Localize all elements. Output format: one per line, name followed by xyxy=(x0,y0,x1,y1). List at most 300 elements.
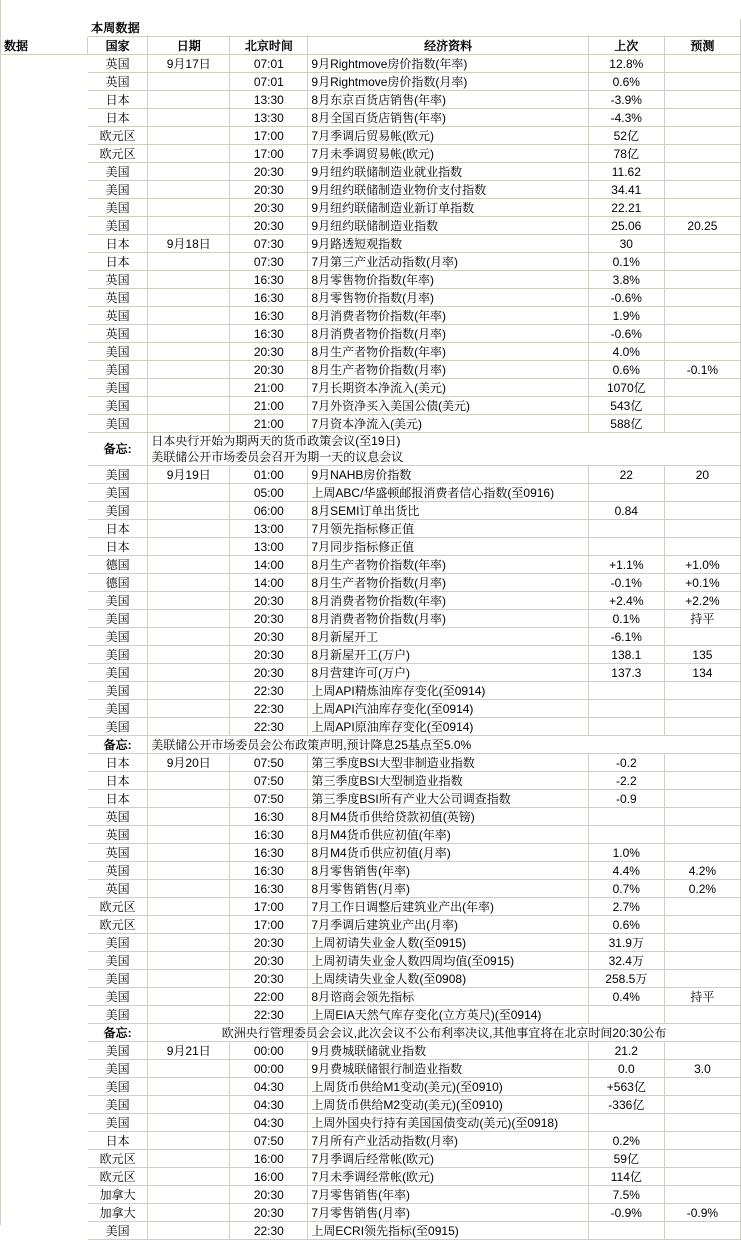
cell-event: 7月外资净买入美国公债(美元) xyxy=(308,397,588,415)
cell-country: 日本 xyxy=(88,790,148,808)
row-left-blank xyxy=(1,484,88,502)
cell-event: 7月第三产业活动指数(月率) xyxy=(308,253,588,271)
table-row xyxy=(1,1204,741,1222)
cell-forecast xyxy=(664,163,740,181)
memo-row xyxy=(1,1024,741,1042)
cell-country: 美国 xyxy=(88,397,148,415)
cell-date: 9月17日 xyxy=(148,55,230,73)
row-left-blank xyxy=(1,628,88,646)
cell-event: 上周ABC/华盛顿邮报消费者信心指数(至0916) xyxy=(308,484,588,502)
cell-previous: 1.0% xyxy=(588,844,664,862)
cell-date xyxy=(148,574,230,592)
cell-previous xyxy=(588,700,664,718)
cell-time: 22:00 xyxy=(230,988,308,1006)
cell-date xyxy=(148,1096,230,1114)
row-left-blank xyxy=(1,253,88,271)
table-row xyxy=(1,790,741,808)
cell-previous: 22 xyxy=(588,466,664,484)
cell-time: 04:30 xyxy=(230,1114,308,1132)
cell-forecast xyxy=(664,109,740,127)
cell-time: 20:30 xyxy=(230,646,308,664)
top-spacer-cell-5 xyxy=(308,1,588,19)
cell-previous xyxy=(588,1114,664,1132)
top-spacer-cell-4 xyxy=(230,1,308,19)
cell-time: 16:30 xyxy=(230,862,308,880)
memo-row xyxy=(1,736,741,754)
row-left-blank xyxy=(1,718,88,736)
cell-previous: -0.1% xyxy=(588,574,664,592)
cell-event: 9月Rightmove房价指数(月率) xyxy=(308,73,588,91)
cell-previous: -0.6% xyxy=(588,289,664,307)
cell-forecast xyxy=(664,1042,740,1060)
cell-time: 14:00 xyxy=(230,556,308,574)
cell-country: 日本 xyxy=(88,520,148,538)
column-header-forecast: 预测 xyxy=(664,37,740,55)
cell-previous xyxy=(588,826,664,844)
column-header-time: 北京时间 xyxy=(230,37,308,55)
cell-time: 21:00 xyxy=(230,415,308,433)
table-row xyxy=(1,397,741,415)
table-row xyxy=(1,988,741,1006)
cell-event: 8月新屋开工(万户) xyxy=(308,646,588,664)
cell-forecast: -0.9% xyxy=(664,1204,740,1222)
title-left-blank xyxy=(1,19,88,37)
cell-event: 上周EIA天然气库存变化(立方英尺)(至0914) xyxy=(308,1006,588,1024)
table-row xyxy=(1,1042,741,1060)
cell-event: 8月生产者物价指数(月率) xyxy=(308,361,588,379)
cell-forecast: 持平 xyxy=(664,610,740,628)
cell-country: 加拿大 xyxy=(88,1186,148,1204)
cell-date xyxy=(148,361,230,379)
cell-forecast: -0.1% xyxy=(664,361,740,379)
memo-row-left-blank xyxy=(1,1024,88,1042)
cell-date xyxy=(148,790,230,808)
cell-previous: -336亿 xyxy=(588,1096,664,1114)
cell-date: 9月19日 xyxy=(148,466,230,484)
row-left-blank xyxy=(1,307,88,325)
header-row xyxy=(1,37,741,55)
table-row xyxy=(1,109,741,127)
cell-forecast xyxy=(664,484,740,502)
cell-forecast: 0.2% xyxy=(664,880,740,898)
table-row xyxy=(1,343,741,361)
cell-country: 德国 xyxy=(88,556,148,574)
cell-time: 20:30 xyxy=(230,199,308,217)
cell-time: 16:30 xyxy=(230,289,308,307)
cell-country: 美国 xyxy=(88,199,148,217)
row-left-blank xyxy=(1,361,88,379)
table-row xyxy=(1,91,741,109)
column-header-previous: 上次 xyxy=(588,37,664,55)
table-row xyxy=(1,862,741,880)
row-left-blank xyxy=(1,700,88,718)
cell-previous: 22.21 xyxy=(588,199,664,217)
cell-event: 9月纽约联储制造业物价支付指数 xyxy=(308,181,588,199)
cell-country: 美国 xyxy=(88,163,148,181)
cell-previous: 0.2% xyxy=(588,1132,664,1150)
cell-time: 13:30 xyxy=(230,109,308,127)
row-left-blank xyxy=(1,1078,88,1096)
cell-country: 美国 xyxy=(88,217,148,235)
memo-line: 欧洲央行管理委员会会议,此次会议不公布利率决议,其他事宜将在北京时间20:30公布 xyxy=(221,1025,667,1040)
cell-forecast xyxy=(664,898,740,916)
cell-forecast xyxy=(664,790,740,808)
table-row xyxy=(1,898,741,916)
table-row xyxy=(1,808,741,826)
cell-date xyxy=(148,289,230,307)
cell-country: 美国 xyxy=(88,988,148,1006)
cell-date xyxy=(148,520,230,538)
cell-country: 美国 xyxy=(88,484,148,502)
cell-forecast xyxy=(664,73,740,91)
sheet-title: 本周数据 xyxy=(88,19,741,37)
cell-country: 美国 xyxy=(88,970,148,988)
cell-country: 美国 xyxy=(88,934,148,952)
cell-event: 7月季调后建筑业产出(月率) xyxy=(308,916,588,934)
memo-line: 美联储公开市场委员会公布政策声明,预计降息25基点至5.0% xyxy=(151,737,472,752)
cell-date xyxy=(148,592,230,610)
cell-event: 8月消费者物价指数(年率) xyxy=(308,307,588,325)
cell-forecast: 134 xyxy=(664,664,740,682)
column-header-date: 日期 xyxy=(148,37,230,55)
memo-row-left-blank xyxy=(1,736,88,754)
cell-time: 00:00 xyxy=(230,1060,308,1078)
column-header-data: 数据 xyxy=(1,37,88,55)
cell-forecast xyxy=(664,199,740,217)
cell-time: 04:30 xyxy=(230,1078,308,1096)
cell-time: 20:30 xyxy=(230,217,308,235)
table-row xyxy=(1,1078,741,1096)
cell-country: 美国 xyxy=(88,415,148,433)
row-left-blank xyxy=(1,574,88,592)
cell-time: 20:30 xyxy=(230,952,308,970)
cell-date xyxy=(148,862,230,880)
cell-country: 日本 xyxy=(88,91,148,109)
row-left-blank xyxy=(1,217,88,235)
table-row xyxy=(1,1006,741,1024)
cell-forecast: 持平 xyxy=(664,988,740,1006)
table-row xyxy=(1,574,741,592)
cell-country: 美国 xyxy=(88,628,148,646)
cell-date xyxy=(148,397,230,415)
table-row xyxy=(1,325,741,343)
cell-previous: +1.1% xyxy=(588,556,664,574)
cell-previous: 114亿 xyxy=(588,1168,664,1186)
cell-event: 9月NAHB房价指数 xyxy=(308,466,588,484)
cell-country: 欧元区 xyxy=(88,127,148,145)
cell-country: 英国 xyxy=(88,808,148,826)
row-left-blank xyxy=(1,109,88,127)
cell-date: 9月21日 xyxy=(148,1042,230,1060)
cell-date xyxy=(148,127,230,145)
table-row xyxy=(1,844,741,862)
cell-country: 美国 xyxy=(88,1114,148,1132)
row-left-blank xyxy=(1,772,88,790)
cell-previous: 543亿 xyxy=(588,397,664,415)
cell-previous: 1070亿 xyxy=(588,379,664,397)
cell-country: 欧元区 xyxy=(88,1168,148,1186)
cell-date xyxy=(148,934,230,952)
cell-previous: 31.9万 xyxy=(588,934,664,952)
cell-event: 7月长期资本净流入(美元) xyxy=(308,379,588,397)
cell-country: 美国 xyxy=(88,1222,148,1240)
cell-country: 美国 xyxy=(88,718,148,736)
cell-previous: +2.4% xyxy=(588,592,664,610)
cell-forecast xyxy=(664,754,740,772)
table-row xyxy=(1,307,741,325)
row-left-blank xyxy=(1,682,88,700)
cell-time: 21:00 xyxy=(230,379,308,397)
cell-forecast xyxy=(664,952,740,970)
memo-label: 备忘: xyxy=(88,736,148,754)
cell-time: 22:30 xyxy=(230,682,308,700)
cell-date xyxy=(148,253,230,271)
row-left-blank xyxy=(1,808,88,826)
cell-event: 9月Rightmove房价指数(年率) xyxy=(308,55,588,73)
row-left-blank xyxy=(1,91,88,109)
cell-date xyxy=(148,181,230,199)
cell-event: 7月季调后贸易帐(欧元) xyxy=(308,127,588,145)
row-left-blank xyxy=(1,916,88,934)
row-left-blank xyxy=(1,1042,88,1060)
cell-forecast xyxy=(664,970,740,988)
cell-previous: 32.4万 xyxy=(588,952,664,970)
table-row xyxy=(1,127,741,145)
table-row xyxy=(1,610,741,628)
cell-time: 20:30 xyxy=(230,664,308,682)
cell-forecast: 135 xyxy=(664,646,740,664)
cell-time: 17:00 xyxy=(230,898,308,916)
cell-country: 美国 xyxy=(88,1078,148,1096)
table-row xyxy=(1,700,741,718)
cell-country: 美国 xyxy=(88,1060,148,1078)
cell-time: 16:30 xyxy=(230,325,308,343)
cell-event: 8月消费者物价指数(年率) xyxy=(308,592,588,610)
cell-previous: -0.6% xyxy=(588,325,664,343)
cell-date xyxy=(148,844,230,862)
cell-previous: 4.0% xyxy=(588,343,664,361)
cell-event: 上周API原油库存变化(至0914) xyxy=(308,718,588,736)
cell-previous: 30 xyxy=(588,235,664,253)
row-left-blank xyxy=(1,325,88,343)
cell-country: 英国 xyxy=(88,844,148,862)
table-row xyxy=(1,646,741,664)
cell-country: 英国 xyxy=(88,73,148,91)
cell-previous: 137.3 xyxy=(588,664,664,682)
cell-previous: 0.84 xyxy=(588,502,664,520)
cell-date xyxy=(148,682,230,700)
cell-event: 上周外国央行持有美国国债变动(美元)(至0918) xyxy=(308,1114,588,1132)
cell-forecast xyxy=(664,844,740,862)
cell-previous: 78亿 xyxy=(588,145,664,163)
cell-previous: 25.06 xyxy=(588,217,664,235)
cell-event: 第三季度BSI大型非制造业指数 xyxy=(308,754,588,772)
table-row xyxy=(1,163,741,181)
cell-forecast xyxy=(664,772,740,790)
cell-time: 04:30 xyxy=(230,1096,308,1114)
table-row xyxy=(1,145,741,163)
cell-country: 日本 xyxy=(88,772,148,790)
cell-forecast xyxy=(664,235,740,253)
cell-date xyxy=(148,1186,230,1204)
cell-date xyxy=(148,538,230,556)
row-left-blank xyxy=(1,73,88,91)
cell-forecast xyxy=(664,397,740,415)
cell-event: 8月零售销售(月率) xyxy=(308,880,588,898)
cell-previous: -3.9% xyxy=(588,91,664,109)
cell-previous xyxy=(588,808,664,826)
cell-country: 美国 xyxy=(88,700,148,718)
cell-date xyxy=(148,808,230,826)
cell-forecast xyxy=(664,1168,740,1186)
row-left-blank xyxy=(1,826,88,844)
cell-date xyxy=(148,145,230,163)
cell-country: 日本 xyxy=(88,1132,148,1150)
cell-event: 8月M4货币供应初值(年率) xyxy=(308,826,588,844)
cell-forecast xyxy=(664,628,740,646)
cell-forecast xyxy=(664,1114,740,1132)
cell-time: 20:30 xyxy=(230,610,308,628)
cell-forecast xyxy=(664,1150,740,1168)
cell-event: 8月M4货币供应初值(月率) xyxy=(308,844,588,862)
cell-date xyxy=(148,700,230,718)
table-row xyxy=(1,556,741,574)
cell-event: 9月纽约联储制造业指数 xyxy=(308,217,588,235)
cell-time: 20:30 xyxy=(230,1204,308,1222)
cell-date xyxy=(148,718,230,736)
title-row xyxy=(1,19,741,37)
row-left-blank xyxy=(1,988,88,1006)
cell-country: 美国 xyxy=(88,646,148,664)
row-left-blank xyxy=(1,397,88,415)
cell-forecast xyxy=(664,271,740,289)
cell-date xyxy=(148,1150,230,1168)
cell-country: 美国 xyxy=(88,952,148,970)
row-left-blank xyxy=(1,163,88,181)
table-row xyxy=(1,628,741,646)
cell-previous: 258.5万 xyxy=(588,970,664,988)
table-row xyxy=(1,682,741,700)
top-spacer-cell-6 xyxy=(588,1,664,19)
cell-forecast: 3.0 xyxy=(664,1060,740,1078)
cell-date xyxy=(148,199,230,217)
cell-time: 22:30 xyxy=(230,1222,308,1240)
cell-date xyxy=(148,325,230,343)
row-left-blank xyxy=(1,1204,88,1222)
cell-country: 英国 xyxy=(88,307,148,325)
cell-country: 英国 xyxy=(88,862,148,880)
cell-previous: 0.7% xyxy=(588,880,664,898)
table-row xyxy=(1,1096,741,1114)
row-left-blank xyxy=(1,55,88,73)
row-left-blank xyxy=(1,1096,88,1114)
cell-event: 8月SEMI订单出货比 xyxy=(308,502,588,520)
cell-forecast xyxy=(664,826,740,844)
table-row xyxy=(1,1150,741,1168)
cell-event: 第三季度BSI所有产业大公司调查指数 xyxy=(308,790,588,808)
table-row xyxy=(1,520,741,538)
cell-time: 16:00 xyxy=(230,1150,308,1168)
table-row xyxy=(1,502,741,520)
row-left-blank xyxy=(1,880,88,898)
cell-time: 20:30 xyxy=(230,181,308,199)
cell-date xyxy=(148,1132,230,1150)
cell-previous: 2.7% xyxy=(588,898,664,916)
cell-previous: +563亿 xyxy=(588,1078,664,1096)
cell-forecast xyxy=(664,415,740,433)
cell-event: 8月生产者物价指数(年率) xyxy=(308,556,588,574)
cell-previous: 1.9% xyxy=(588,307,664,325)
cell-previous: 0.0 xyxy=(588,1060,664,1078)
row-left-blank xyxy=(1,790,88,808)
cell-country: 英国 xyxy=(88,271,148,289)
cell-time: 17:00 xyxy=(230,127,308,145)
cell-event: 7月工作日调整后建筑业产出(年率) xyxy=(308,898,588,916)
cell-previous xyxy=(588,538,664,556)
cell-forecast: +0.1% xyxy=(664,574,740,592)
cell-date xyxy=(148,307,230,325)
cell-country: 日本 xyxy=(88,253,148,271)
top-spacer-cell-7 xyxy=(664,1,740,19)
cell-time: 16:30 xyxy=(230,844,308,862)
cell-date xyxy=(148,484,230,502)
cell-event: 上周初请失业金人数(至0915) xyxy=(308,934,588,952)
row-left-blank xyxy=(1,934,88,952)
table-row xyxy=(1,1114,741,1132)
cell-time: 20:30 xyxy=(230,1186,308,1204)
row-left-blank xyxy=(1,289,88,307)
row-left-blank xyxy=(1,502,88,520)
cell-previous: 21.2 xyxy=(588,1042,664,1060)
cell-event: 上周ECRI领先指标(至0915) xyxy=(308,1222,588,1240)
cell-time: 07:01 xyxy=(230,55,308,73)
cell-date: 9月20日 xyxy=(148,754,230,772)
cell-time: 20:30 xyxy=(230,361,308,379)
cell-event: 上周API精炼油库存变化(至0914) xyxy=(308,682,588,700)
cell-previous: 0.6% xyxy=(588,916,664,934)
cell-forecast xyxy=(664,289,740,307)
cell-country: 欧元区 xyxy=(88,916,148,934)
cell-event: 8月谘商会领先指标 xyxy=(308,988,588,1006)
cell-time: 07:50 xyxy=(230,790,308,808)
cell-forecast: +2.2% xyxy=(664,592,740,610)
cell-event: 8月消费者物价指数(月率) xyxy=(308,325,588,343)
row-left-blank xyxy=(1,199,88,217)
cell-previous: 0.1% xyxy=(588,253,664,271)
cell-event: 8月M4货币供给贷款初值(英镑) xyxy=(308,808,588,826)
cell-previous xyxy=(588,484,664,502)
cell-event: 8月消费者物价指数(月率) xyxy=(308,610,588,628)
cell-time: 22:30 xyxy=(230,1006,308,1024)
cell-previous: 7.5% xyxy=(588,1186,664,1204)
cell-date xyxy=(148,880,230,898)
cell-forecast xyxy=(664,1096,740,1114)
cell-date xyxy=(148,826,230,844)
cell-event: 7月未季调贸易帐(欧元) xyxy=(308,145,588,163)
memo-line: 日本央行开始为期两天的货币政策会议(至19日) xyxy=(151,434,401,448)
table-row xyxy=(1,952,741,970)
cell-date xyxy=(148,502,230,520)
cell-previous: 52亿 xyxy=(588,127,664,145)
cell-country: 美国 xyxy=(88,1096,148,1114)
memo-row-left-blank xyxy=(1,433,88,466)
row-left-blank xyxy=(1,520,88,538)
cell-date xyxy=(148,646,230,664)
cell-date xyxy=(148,271,230,289)
cell-previous: -6.1% xyxy=(588,628,664,646)
cell-event: 8月零售物价指数(月率) xyxy=(308,289,588,307)
table-row xyxy=(1,1132,741,1150)
